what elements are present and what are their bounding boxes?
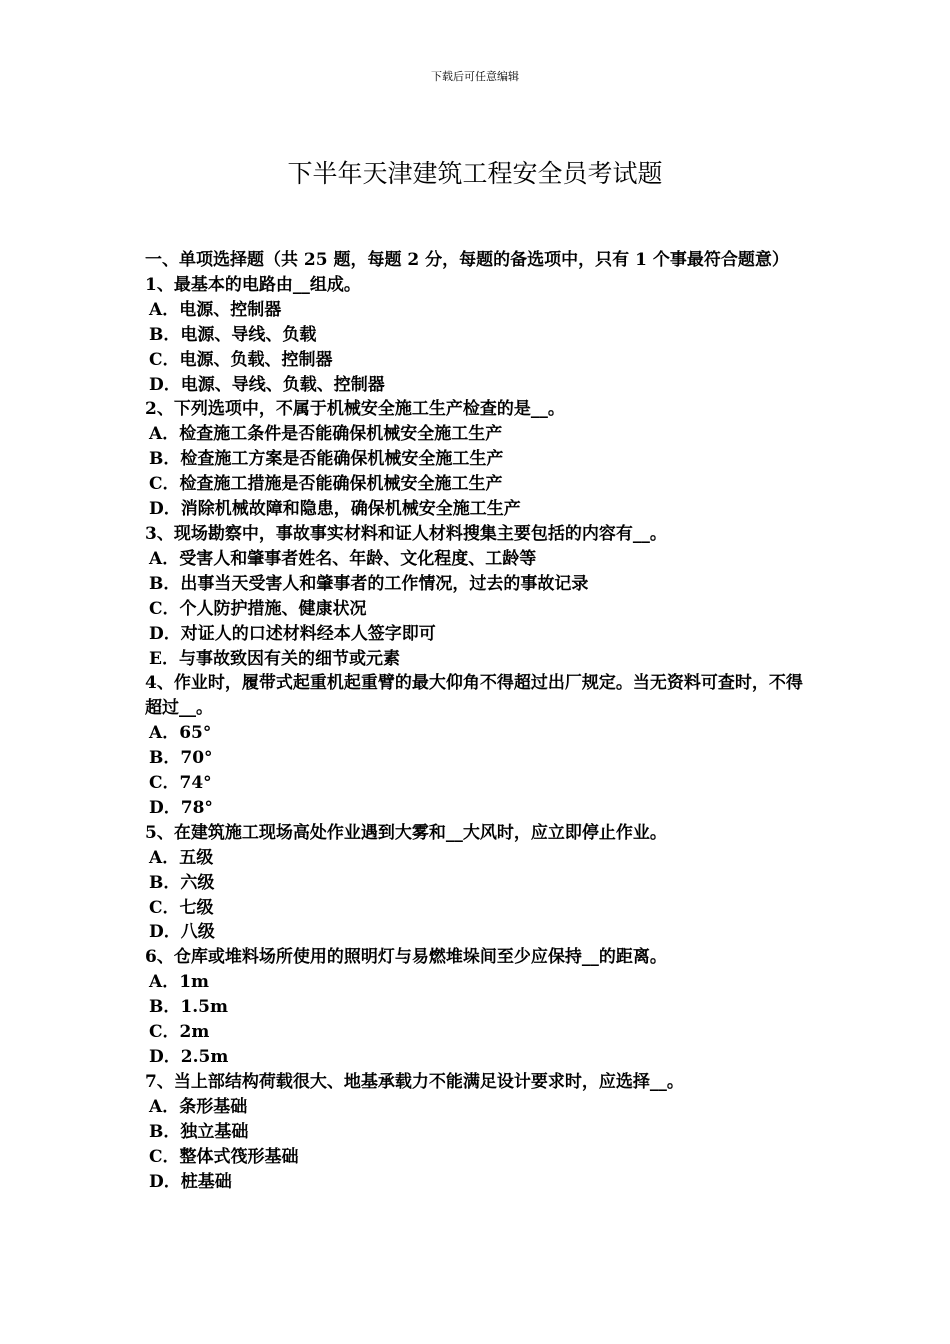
answer-option: D．2.5m (149, 1047, 229, 1067)
question-text: 6、仓库或堆料场所使用的照明灯与易燃堆垛间至少应保持__的距离。 (145, 947, 667, 968)
question-text: 2、下列选项中，不属于机械安全施工生产检查的是__。 (145, 399, 565, 420)
answer-option: C．检查施工措施是否能确保机械安全施工生产 (149, 474, 503, 495)
answer-option: B．电源、导线、负载 (149, 324, 317, 345)
document-title: 下半年天津建筑工程安全员考试题 (287, 159, 663, 188)
answer-option: A．受害人和肇事者姓名、年龄、文化程度、工龄等 (149, 548, 537, 569)
answer-option: A．检查施工条件是否能确保机械安全施工生产 (149, 424, 503, 445)
answer-option: D．电源、导线、负载、控制器 (149, 374, 385, 395)
question-text: 7、当上部结构荷载很大、地基承载力不能满足设计要求时，应选择__。 (145, 1071, 684, 1092)
answer-option: C．2m (149, 1022, 210, 1043)
question-block (145, 945, 810, 1070)
question-block (145, 1070, 810, 1195)
answer-option: C．七级 (149, 897, 214, 918)
header-note: 下载后可任意编辑 (431, 70, 519, 83)
answer-option: B．六级 (149, 872, 215, 893)
answer-option: A．条形基础 (149, 1096, 248, 1117)
question-list (145, 273, 810, 1195)
answer-option: B．出事当天受害人和肇事者的工作情况，过去的事故记录 (149, 573, 589, 594)
answer-option: D．消除机械故障和隐患，确保机械安全施工生产 (149, 499, 521, 520)
question-text: 1、最基本的电路由__组成。 (145, 274, 361, 295)
answer-option: E．与事故致因有关的细节或元素 (149, 648, 400, 669)
answer-option: A．1m (149, 972, 210, 993)
question-block (145, 821, 810, 946)
answer-option: C．74° (149, 773, 212, 794)
answer-option: B．1.5m (149, 997, 228, 1018)
answer-option: D．桩基础 (149, 1171, 232, 1192)
question-block (145, 397, 810, 522)
question-block (145, 671, 810, 820)
answer-option: D．八级 (149, 922, 215, 943)
answer-option: A．65° (149, 723, 212, 744)
answer-option: D．78° (149, 797, 213, 818)
answer-option: D．对证人的口述材料经本人签字即可 (149, 623, 436, 644)
answer-option: B．独立基础 (149, 1121, 249, 1142)
question-block (145, 522, 810, 671)
question-text: 3、现场勘察中，事故事实材料和证人材料搜集主要包括的内容有__。 (145, 523, 667, 544)
exam-content (145, 248, 810, 1194)
answer-option: A．电源、控制器 (149, 299, 282, 320)
answer-option: C．个人防护措施、健康状况 (149, 598, 367, 619)
section-heading: 一、单项选择题（共 25 题，每题 2 分，每题的备选项中，只有 1 个事最符合题意） (145, 250, 789, 270)
answer-option: C．整体式筏形基础 (149, 1146, 299, 1167)
question-text: 4、作业时，履带式起重机起重臂的最大仰角不得超过出厂规定。当无资料可查时，不得超过__。 (145, 673, 803, 719)
question-block (145, 273, 810, 398)
question-text: 5、在建筑施工现场高处作业遇到大雾和__大风时，应立即停止作业。 (145, 822, 667, 843)
answer-option: A．五级 (149, 847, 214, 868)
answer-option: B．检查施工方案是否能确保机械安全施工生产 (149, 449, 504, 470)
answer-option: C．电源、负载、控制器 (149, 349, 333, 370)
answer-option: B．70° (149, 748, 213, 769)
